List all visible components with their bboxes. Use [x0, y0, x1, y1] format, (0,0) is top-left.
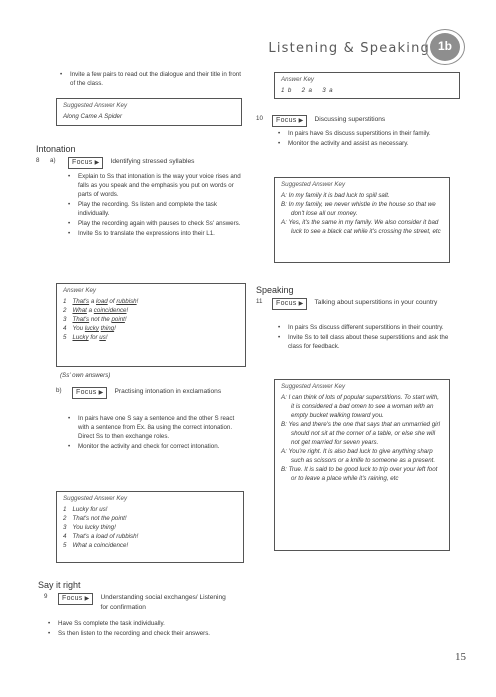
task-number: 10 — [256, 115, 263, 122]
focus-label — [68, 157, 103, 169]
page-number: 15 — [455, 651, 466, 663]
answer-line: 1 Lucky for us! — [63, 505, 108, 513]
answer-num: 2 — [63, 306, 67, 314]
answer-line — [63, 298, 239, 307]
suggested-answer-box-3 — [274, 177, 450, 263]
own-answers-note: (Ss' own answers) — [60, 372, 111, 379]
task-10 — [256, 115, 462, 127]
box-title: Suggested Answer Key — [63, 102, 128, 109]
focus-text: Focus — [72, 159, 93, 166]
page-header-title: Listening & Speaking — [268, 41, 430, 56]
answer-num: 5 — [63, 333, 67, 341]
answer-line: 4 That's a load of rubbish! — [63, 532, 139, 540]
arrow-right-icon: ▶ — [94, 159, 100, 166]
section-heading-intonation: Intonation — [36, 144, 76, 154]
box-title: Suggested Answer Key — [281, 383, 346, 390]
task-title: Understanding social exchanges/ Listening for confirmation — [100, 594, 226, 611]
task-9 — [44, 593, 244, 612]
answer-key-box-8a — [56, 283, 246, 367]
answer-num: 4 — [63, 324, 67, 332]
answer-line — [63, 307, 239, 316]
answer-text: You lucky thing! — [72, 324, 116, 332]
bullet-item: • Play the recording again with pauses to check Ss' answers. — [64, 220, 242, 229]
answer-num: 1 — [63, 297, 67, 305]
focus-text: Focus — [62, 595, 83, 602]
focus-label — [272, 298, 307, 310]
task-part: b) — [56, 387, 62, 394]
suggested-answer-box-2 — [56, 491, 244, 563]
suggested-answer-box-1 — [56, 98, 242, 126]
task-11 — [256, 298, 456, 310]
dialogue-line: B: True. It is said to be good luck to trip over your left foot or to leave a place while it's raining, etc — [281, 465, 438, 482]
answer-text: What a coincidence! — [72, 306, 129, 314]
arrow-right-icon: ▶ — [84, 595, 90, 602]
answer-line: 2 That's not the point! — [63, 514, 127, 522]
answer-key-box-top — [274, 72, 460, 99]
task-number: 8 — [36, 157, 40, 164]
answer-text: That's not the point! — [72, 315, 127, 323]
answer-num: 3 — [63, 315, 67, 323]
suggested-answer-box-4 — [274, 379, 450, 551]
section-heading-say-it-right: Say it right — [38, 580, 81, 590]
box-title: Suggested Answer Key — [281, 181, 346, 188]
bullet-item: • In pairs have one S say a sentence and the other S react with a sentence from Ex. 8a using the correct intonation. Direct Ss to then exchange roles. — [64, 415, 244, 442]
box-text: 1 b 2 a 3 a — [281, 86, 333, 94]
focus-text: Focus — [276, 117, 297, 124]
task-8b-bullets — [64, 415, 244, 453]
dialogue-line: B: Yes and there's the one that says that an unmarried girl should not sit at the corner of a table, or else she will not get married for seven years. — [281, 420, 440, 446]
bullet-item: • Monitor the activity and check for correct intonation. — [64, 443, 244, 452]
intro-bullet-block — [56, 71, 242, 90]
task-title: Identifying stressed syllables — [110, 158, 195, 165]
answer-line: 5 What a coincidence! — [63, 541, 129, 549]
box-title: Answer Key — [281, 76, 315, 83]
task-11-bullets — [274, 324, 458, 353]
dialogue-line: A: You're right. It is also bad luck to give anything sharp such as scissors or a knife to someone as a present. — [281, 447, 436, 464]
task-8a — [36, 157, 246, 169]
dialogue-line: A: In my family it is bad luck to spill salt. — [281, 191, 390, 199]
task-9-bullets — [44, 620, 244, 640]
answer-line — [63, 316, 239, 325]
bullet-item: • Explain to Ss that intonation is the way your voice rises and falls as you speak and the emphasis you put on words or parts of words. — [64, 173, 242, 200]
dialogue-line: A: I can think of lots of popular superstitions. To start with, it is considered a bad omen to see a woman with an empty bucket walking toward you. — [281, 393, 440, 419]
answer-text: That's a load of rubbish! — [72, 297, 139, 305]
dialogue-line: A: Yes, it's the same in my family. We also consider it bad luck to see a black cat while it's crossing the street, etc — [281, 218, 441, 235]
answer-text: Lucky for us! — [72, 333, 108, 341]
focus-text: Focus — [76, 389, 97, 396]
bullet-item: • Have Ss complete the task individually. — [44, 620, 244, 629]
dialogue-line: B: In my family, we never whistle in the house so that we don't lose all our money. — [281, 200, 436, 217]
task-10-bullets — [274, 130, 454, 150]
task-8a-bullets — [64, 173, 242, 240]
task-title: Discussing superstitions — [314, 116, 386, 123]
focus-label — [58, 593, 93, 605]
task-title: Talking about superstitions in your country — [314, 299, 438, 306]
task-8b — [56, 387, 246, 399]
focus-text: Focus — [276, 300, 297, 307]
task-part: a) — [50, 157, 56, 164]
task-number: 9 — [44, 593, 48, 600]
focus-label — [272, 115, 307, 127]
box-title: Answer Key — [63, 287, 97, 294]
bullet-item: • Ss then listen to the recording and check their answers. — [44, 630, 244, 639]
task-title: Practising intonation in exclamations — [114, 388, 222, 395]
unit-badge: 1b — [430, 33, 460, 61]
bullet-item: • Invite Ss to tell class about these superstitions and ask the class for feedback. — [274, 334, 458, 352]
bullet-item: • Monitor the activity and assist as necessary. — [274, 140, 454, 149]
answer-line — [63, 325, 239, 334]
answer-line: 3 You lucky thing! — [63, 523, 116, 531]
answer-line — [63, 334, 239, 343]
arrow-right-icon: ▶ — [298, 117, 304, 124]
bullet-item: • In pairs have Ss discuss superstitions in their family. — [274, 130, 454, 139]
intro-bullet: • Invite a few pairs to read out the dialogue and their title in front of the class. — [56, 71, 242, 89]
arrow-right-icon: ▶ — [98, 389, 104, 396]
bullet-item: • Play the recording. Ss listen and complete the task individually. — [64, 201, 242, 219]
task-number: 11 — [256, 298, 263, 305]
box-title: Suggested Answer Key — [63, 495, 128, 502]
bullet-item: • Invite Ss to translate the expressions into their L1. — [64, 230, 242, 239]
bullet-item: • In pairs Ss discuss different superstitions in their country. — [274, 324, 458, 333]
box-text: Along Came A Spider — [63, 112, 123, 120]
section-heading-speaking: Speaking — [256, 285, 294, 295]
focus-label — [72, 387, 107, 399]
arrow-right-icon: ▶ — [298, 300, 304, 307]
